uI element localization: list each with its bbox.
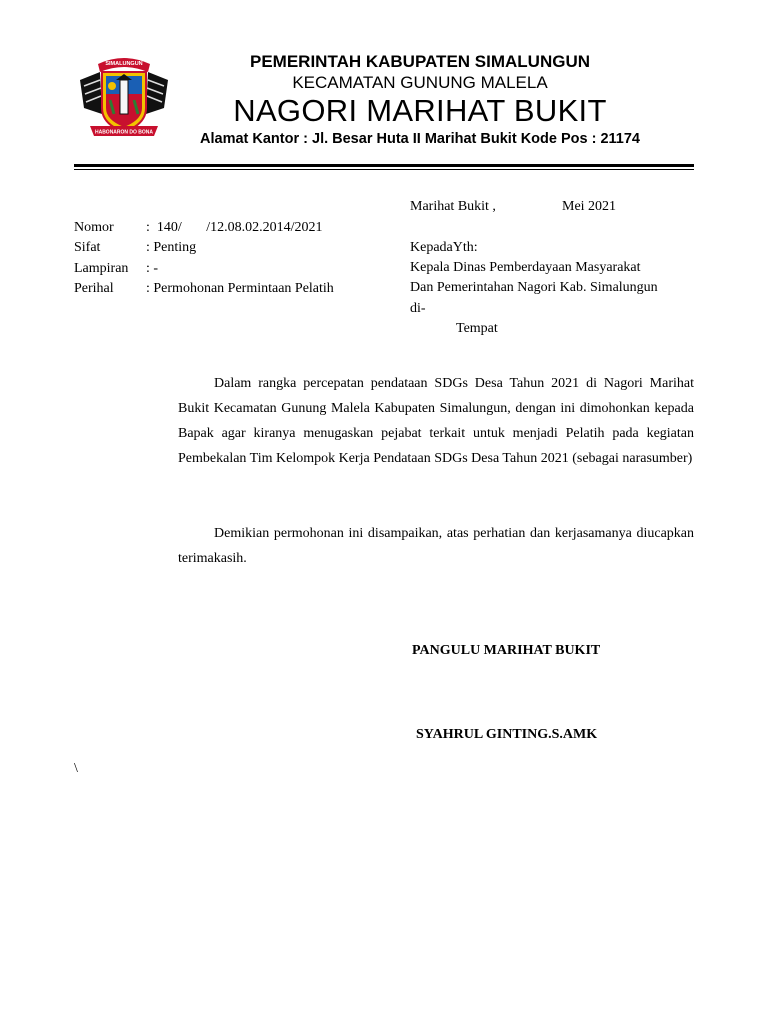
perihal-label: Perihal bbox=[74, 281, 114, 296]
date-place: Marihat Bukit , bbox=[410, 199, 496, 214]
nomor-value: : 140/ /12.08.02.2014/2021 bbox=[146, 220, 323, 235]
date-month-year: Mei 2021 bbox=[562, 199, 617, 214]
signature-name: SYAHRUL GINTING.S.AMK bbox=[416, 727, 598, 742]
header-divider-thick bbox=[74, 164, 694, 167]
header-title: NAGORI MARIHAT BUKIT bbox=[233, 93, 607, 128]
body-paragraph-1 bbox=[178, 371, 694, 471]
logo-bottom-text: HABONARON DO BONA bbox=[94, 129, 154, 136]
header-district-line: KECAMATAN GUNUNG MALELA bbox=[292, 73, 548, 92]
simalungun-emblem-logo bbox=[76, 50, 172, 144]
header-address: Alamat Kantor : Jl. Besar Huta II Marihat Bukit Kode Pos : 21174 bbox=[200, 131, 640, 147]
recipient-salutation: KepadaYth: bbox=[410, 240, 478, 255]
stray-backslash: \ bbox=[74, 761, 78, 776]
lampiran-label: Lampiran bbox=[74, 261, 129, 276]
nomor-label: Nomor bbox=[74, 220, 114, 235]
signature-title: PANGULU MARIHAT BUKIT bbox=[412, 643, 601, 658]
lampiran-value: : - bbox=[146, 261, 159, 276]
body-paragraph-2 bbox=[178, 521, 694, 571]
perihal-value: : Permohonan Permintaan Pelatih bbox=[146, 281, 334, 296]
logo-top-text: SIMALUNGUN bbox=[105, 61, 143, 67]
recipient-tempat: Tempat bbox=[456, 321, 498, 336]
recipient-di: di- bbox=[410, 301, 426, 316]
sifat-label: Sifat bbox=[74, 240, 101, 255]
recipient-line2: Dan Pemerintahan Nagori Kab. Simalungun bbox=[410, 280, 658, 295]
header-divider-thin bbox=[74, 169, 694, 170]
recipient-line1: Kepala Dinas Pemberdayaan Masyarakat bbox=[410, 260, 641, 275]
header-government-line: PEMERINTAH KABUPATEN SIMALUNGUN bbox=[250, 52, 590, 71]
body-paragraph-2-text: Demikian permohonan ini disampaikan, atas perhatian dan kerjasamanya diucapkan terimakasih. bbox=[178, 526, 694, 566]
sifat-value: : Penting bbox=[146, 240, 197, 255]
body-paragraph-1-text: Dalam rangka percepatan pendataan SDGs Desa Tahun 2021 di Nagori Marihat Bukit Kecamatan Gunung Malela Kabupaten Simalungun, dengan ini dimohonkan kepada Bapak agar kiranya menugaskan pejabat terkait untuk menjadi Pelatih pada kegiatan Pembekalan Tim Kelompok Kerja Pendataan SDGs Desa Tahun 2021 (sebagai narasumber) bbox=[178, 376, 694, 466]
